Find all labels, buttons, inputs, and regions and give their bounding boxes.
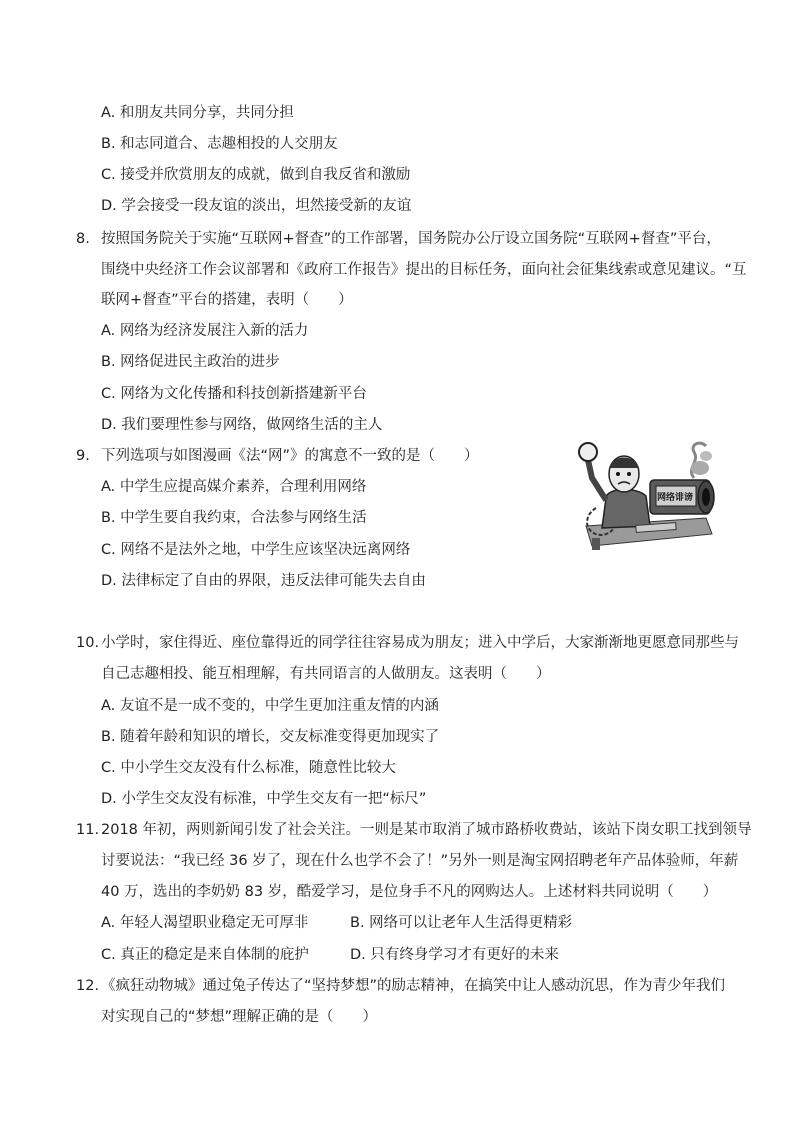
q10-stem-line-1: 小学时，家住得近、座位靠得近的同学往往容易成为朋友；进入中学后，大家渐渐地更愿意同那些与 — [101, 635, 739, 651]
q10-stem-line-2: 自己志趣相投、能互相理解，有共同语言的人做朋友。这表明（ ） — [101, 666, 551, 682]
q7-option-a: A. 和朋友共同分享，共同分担 — [101, 105, 294, 121]
q9-option-a: A. 中学生应提高媒介素养，合理利用网络 — [101, 479, 367, 495]
q11-option-a: A. 年轻人渴望职业稳定无可厚非 — [101, 915, 309, 931]
cartoon-drawing — [566, 438, 716, 550]
q11-option-d: D. 只有终身学习才有更好的未来 — [350, 947, 559, 963]
q7-option-c: C. 接受并欣赏朋友的成就，做到自我反省和激励 — [101, 167, 411, 183]
q10-option-b: B. 随着年龄和知识的增长，交友标准变得更加现实了 — [101, 729, 440, 745]
q9-stem-line-1: 下列选项与如图漫画《法“网”》的寓意不一致的是（ ） — [101, 448, 479, 464]
q11-stem-line-1: 2018 年初，两则新闻引发了社会关注。一则是某市取消了城市路桥收费站，该站下岗女职工找到领导 — [101, 822, 752, 838]
q11-option-b: B. 网络可以让老年人生活得更精彩 — [350, 915, 573, 931]
q9-option-c: C. 网络不是法外之地，中学生应该坚决远离网络 — [101, 542, 411, 558]
q8-stem-line-3: 联网+督查”平台的搭建，表明（ ） — [101, 292, 353, 308]
q9-option-b: B. 中学生要自我约束，合法参与网络生活 — [101, 510, 367, 526]
q11-option-c: C. 真正的稳定是来自体制的庇护 — [101, 947, 309, 963]
q7-option-d: D. 学会接受一段友谊的淡出，坦然接受新的友谊 — [101, 198, 412, 214]
q8-option-b: B. 网络促进民主政治的进步 — [101, 354, 280, 370]
q11-stem-line-2: 讨要说法：“我已经 36 岁了，现在什么也学不会了！”另外一则是淘宝网招聘老年产品体验师，年薪 — [101, 853, 739, 869]
q8-option-c: C. 网络为文化传播和科技创新搭建新平台 — [101, 386, 367, 402]
q10-option-a: A. 友谊不是一成不变的，中学生更加注重友情的内涵 — [101, 698, 439, 714]
q12-number: 12. — [76, 978, 100, 994]
q11-number: 11. — [76, 822, 100, 838]
q8-stem-line-1: 按照国务院关于实施“互联网+督查”的工作部署，国务院办公厅设立国务院“互联网+督查”平台， — [101, 231, 721, 247]
law-net-cartoon — [566, 438, 716, 550]
q12-stem-line-2: 对实现自己的“梦想”理解正确的是（ ） — [101, 1009, 378, 1025]
q8-option-d: D. 我们要理性参与网络，做网络生活的主人 — [101, 417, 383, 433]
q8-stem-line-2: 围绕中央经济工作会议部署和《政府工作报告》提出的目标任务，面向社会征集线索或意见建议。“互 — [101, 262, 747, 278]
q8-number: 8. — [76, 231, 90, 247]
q12-stem-line-1: 《疯狂动物城》通过兔子传达了“坚持梦想”的励志精神，在搞笑中让人感动沉思，作为青少年我们 — [101, 978, 726, 994]
q8-option-a: A. 网络为经济发展注入新的活力 — [101, 323, 309, 339]
q9-option-d: D. 法律标定了自由的界限，违反法律可能失去自由 — [101, 573, 426, 589]
q10-option-d: D. 小学生交友没有标准，中学生交友有一把“标尺” — [101, 791, 427, 807]
q9-number: 9. — [76, 448, 90, 464]
q7-option-b: B. 和志同道合、志趣相投的人交朋友 — [101, 136, 338, 152]
cartoon-label: 网络诽谤 — [657, 493, 694, 503]
q10-number: 10. — [76, 635, 100, 651]
q11-stem-line-3: 40 万，选出的李奶奶 83 岁，酷爱学习，是位身手不凡的网购达人。上述材料共同说明（ ） — [101, 884, 718, 900]
q10-option-c: C. 中小学生交友没有什么标准，随意性比较大 — [101, 760, 396, 776]
